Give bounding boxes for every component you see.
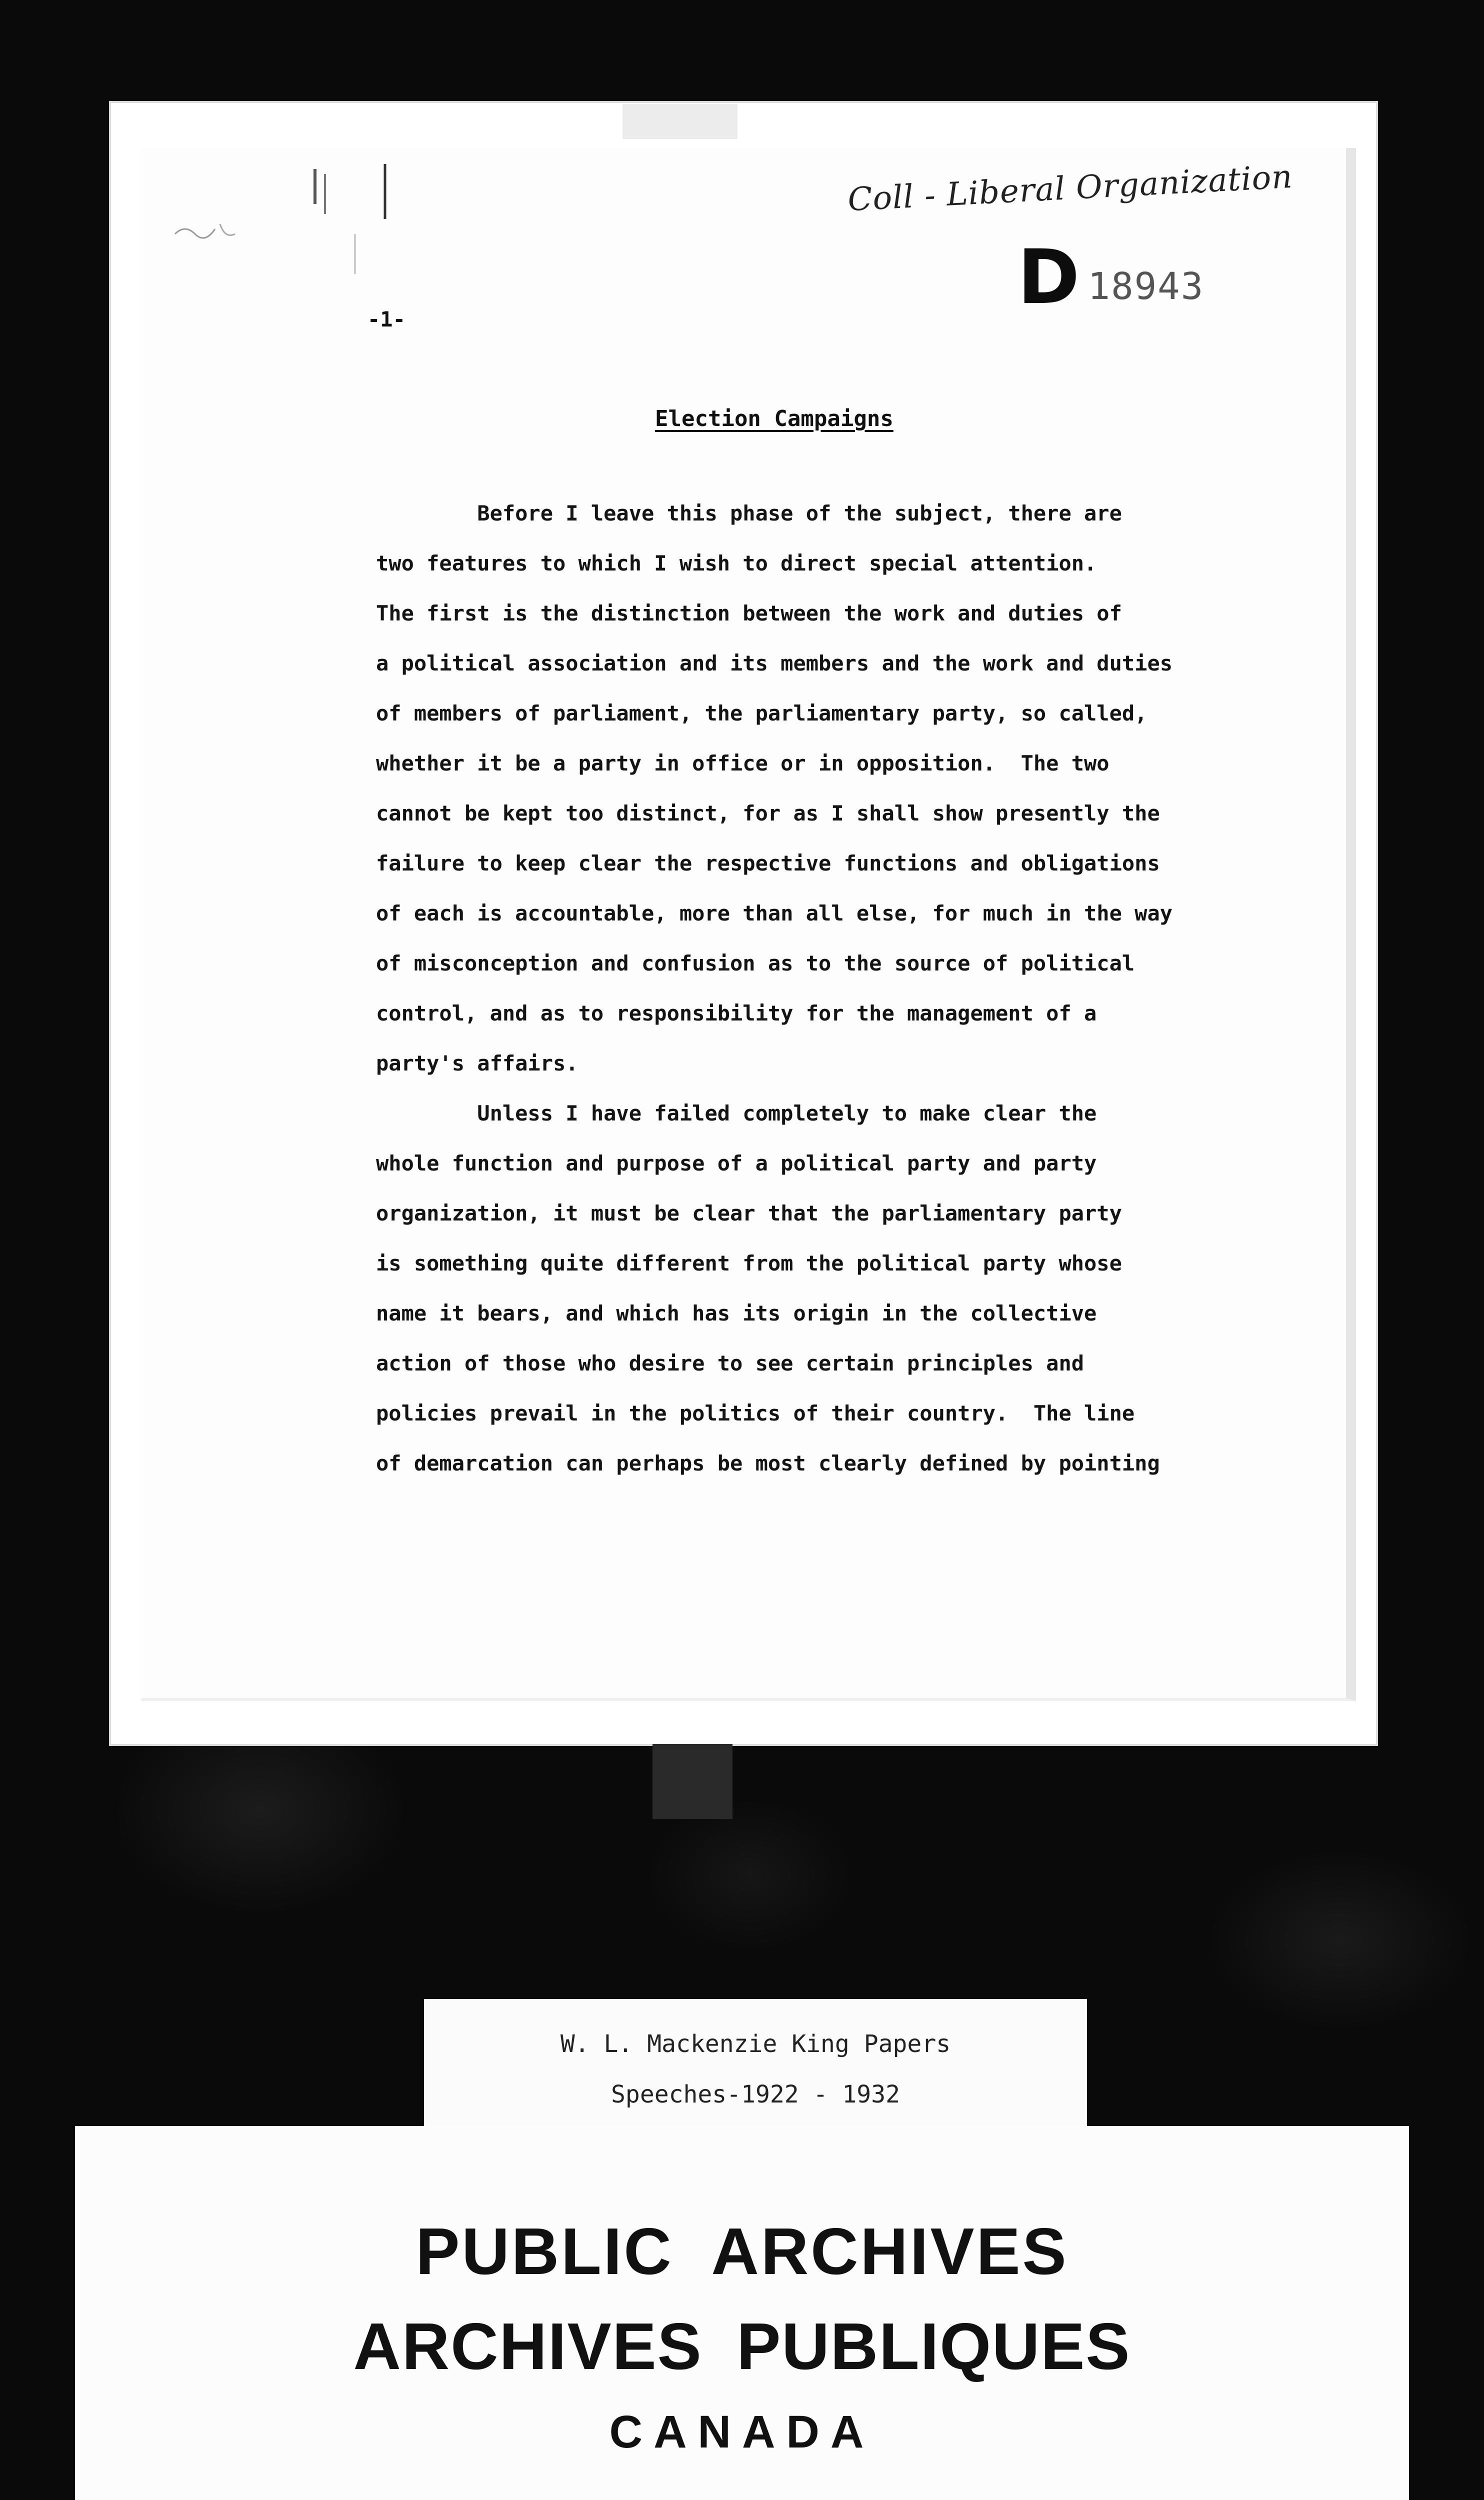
stamp-letter: D xyxy=(1018,234,1080,321)
body-line: of misconception and confusion as to the source of political xyxy=(376,951,1135,976)
body-line: two features to which I wish to direct special attention. xyxy=(376,551,1097,576)
document-stamp xyxy=(1018,234,1204,321)
body-line: Before I leave this phase of the subject, there are xyxy=(376,501,1122,526)
collection-series: Speeches-1922 - 1932 xyxy=(611,2080,900,2108)
body-line: party's affairs. xyxy=(376,1051,578,1076)
body-line: of members of parliament, the parliamentary party, so called, xyxy=(376,701,1148,726)
body-line: organization, it must be clear that the parliamentary party xyxy=(376,1201,1122,1226)
body-line: The first is the distinction between the work and duties of xyxy=(376,601,1122,626)
body-line: control, and as to responsibility for the management of a xyxy=(376,1001,1097,1026)
pencil-marks-icon xyxy=(165,159,395,289)
page-number: -1- xyxy=(368,307,406,332)
stamp-number: 18943 xyxy=(1088,265,1204,308)
body-line: failure to keep clear the respective functions and obligations xyxy=(376,851,1160,876)
document-body xyxy=(376,498,1186,1498)
body-line: of demarcation can perhaps be most clearly defined by pointing xyxy=(376,1451,1160,1476)
collection-label xyxy=(424,1999,1087,2131)
collection-name: W. L. Mackenzie King Papers xyxy=(560,2030,951,2058)
body-line: Unless I have failed completely to make clear the xyxy=(376,1101,1097,1126)
handwritten-annotation: Coll - Liberal Organization xyxy=(846,158,1294,219)
body-line: action of those who desire to see certain principles and xyxy=(376,1351,1084,1376)
bottom-paper-clip xyxy=(652,1744,732,1819)
archives-card xyxy=(75,2126,1409,2500)
archives-french: ARCHIVES PUBLIQUES xyxy=(353,2310,1131,2383)
body-line: cannot be kept too distinct, for as I shall show presently the xyxy=(376,801,1160,826)
body-line: whole function and purpose of a political party and party xyxy=(376,1151,1097,1176)
body-line: whether it be a party in office or in opposition. The two xyxy=(376,751,1110,776)
body-line: is something quite different from the political party whose xyxy=(376,1251,1122,1276)
top-paper-clip xyxy=(622,104,738,139)
archives-country: CANADA xyxy=(609,2406,875,2458)
body-line: policies prevail in the politics of their country. The line xyxy=(376,1401,1135,1426)
body-line: name it bears, and which has its origin in the collective xyxy=(376,1301,1097,1326)
body-line: of each is accountable, more than all else, for much in the way xyxy=(376,901,1173,926)
body-line: a political association and its members and the work and duties xyxy=(376,651,1173,676)
document-title: Election Campaigns xyxy=(655,406,894,432)
archives-english: PUBLIC ARCHIVES xyxy=(416,2214,1068,2288)
